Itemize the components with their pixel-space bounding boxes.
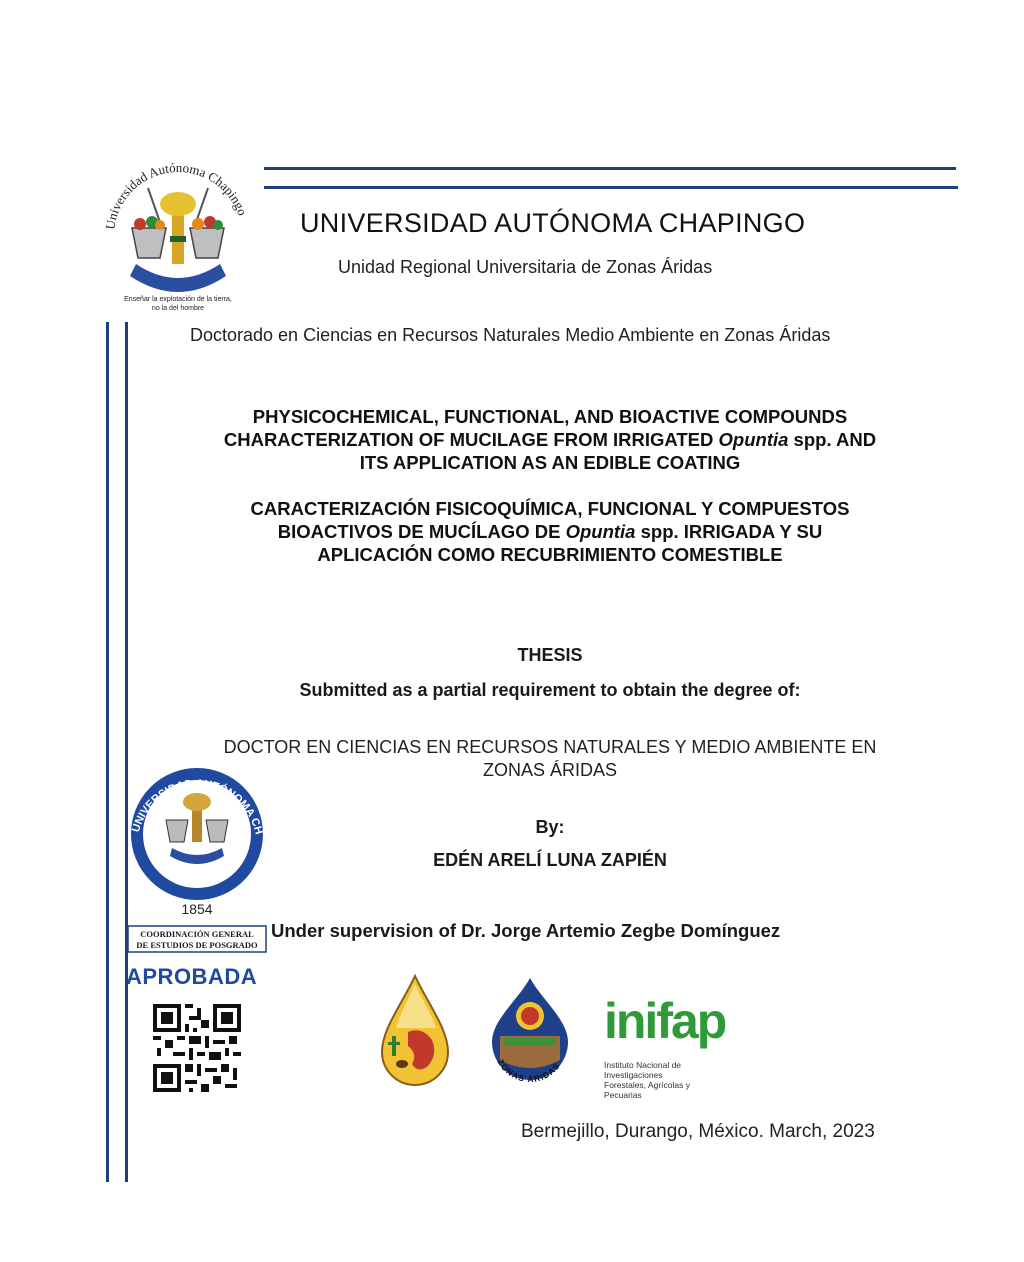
title-es-line3: APLICACIÓN COMO RECUBRIMIENTO COMESTIBLE <box>317 544 783 565</box>
location-date: Bermejillo, Durango, México. March, 2023 <box>521 1121 875 1142</box>
inifap-logo <box>604 993 726 1100</box>
qr-code[interactable] <box>153 1004 241 1092</box>
title-es-line1: CARACTERIZACIÓN FISICOQUÍMICA, FUNCIONAL Y COMPUESTOS <box>250 498 850 519</box>
degree-line1: DOCTOR EN CIENCIAS EN RECURSOS NATURALES Y MEDIO AMBIENTE EN <box>223 737 877 757</box>
university-seal <box>100 158 255 318</box>
top-rule-2 <box>264 186 958 189</box>
title-en-line2: CHARACTERIZATION OF MUCILAGE FROM IRRIGATED Opuntia spp. AND <box>223 429 877 450</box>
zonas-aridas-logo <box>484 976 576 1082</box>
top-rule-1 <box>264 167 956 170</box>
degree-name <box>180 736 920 782</box>
supervisor-line: Under supervision of Dr. Jorge Artemio Zegbe Domínguez <box>271 920 781 941</box>
university-name: UNIVERSIDAD AUTÓNOMA CHAPINGO <box>300 208 806 238</box>
approval-status: APROBADA <box>126 964 258 989</box>
inifap-line2: Forestales, Agrícolas y Pecuarias <box>604 1080 690 1100</box>
author-name: EDÉN ARELÍ LUNA ZAPIÉN <box>433 850 667 870</box>
inifap-name: inifap <box>604 993 726 1049</box>
thesis-label: THESIS <box>517 645 583 665</box>
title-en-line1: PHYSICOCHEMICAL, FUNCTIONAL, AND BIOACTIVE COMPOUNDS <box>252 406 848 427</box>
by-label: By: <box>535 817 565 837</box>
approval-stamp <box>124 762 270 957</box>
drop-map-logo <box>378 974 452 1086</box>
title-spanish <box>180 497 920 566</box>
left-rule-2 <box>125 322 128 1182</box>
stamp-year: 1854 <box>181 901 213 917</box>
degree-line2: ZONAS ÁRIDAS <box>482 760 618 780</box>
title-english <box>180 405 920 474</box>
seal-motto-line2: no la del hombre <box>151 305 205 312</box>
stamp-line2: DE ESTUDIOS DE POSGRADO <box>136 940 258 950</box>
regional-unit: Unidad Regional Universitaria de Zonas Áridas <box>338 257 713 277</box>
inifap-line1: Instituto Nacional de Investigaciones <box>604 1060 682 1080</box>
title-en-line3: ITS APPLICATION AS AN EDIBLE COATING <box>359 452 741 473</box>
program-name: Doctorado en Ciencias en Recursos Naturales Medio Ambiente en Zonas Áridas <box>190 325 831 345</box>
stamp-line1: COORDINACIÓN GENERAL <box>140 929 254 939</box>
zonas-aridas-text: ZONAS ÁRIDAS <box>495 1057 563 1082</box>
seal-motto-line1: Enseñar la explotación de la tierra, <box>124 296 232 303</box>
submitted-text: Submitted as a partial requirement to obtain the degree of: <box>299 680 801 700</box>
left-rule-1 <box>106 322 109 1182</box>
title-es-line2: BIOACTIVOS DE MUCÍLAGO DE Opuntia spp. IRRIGADA Y SU <box>277 521 823 542</box>
seal-arc-text: Universidad Autónoma Chapingo <box>102 159 251 231</box>
stamp-arc-text: UNIVERSIDAD AUTÓNOMA CH <box>129 777 265 836</box>
